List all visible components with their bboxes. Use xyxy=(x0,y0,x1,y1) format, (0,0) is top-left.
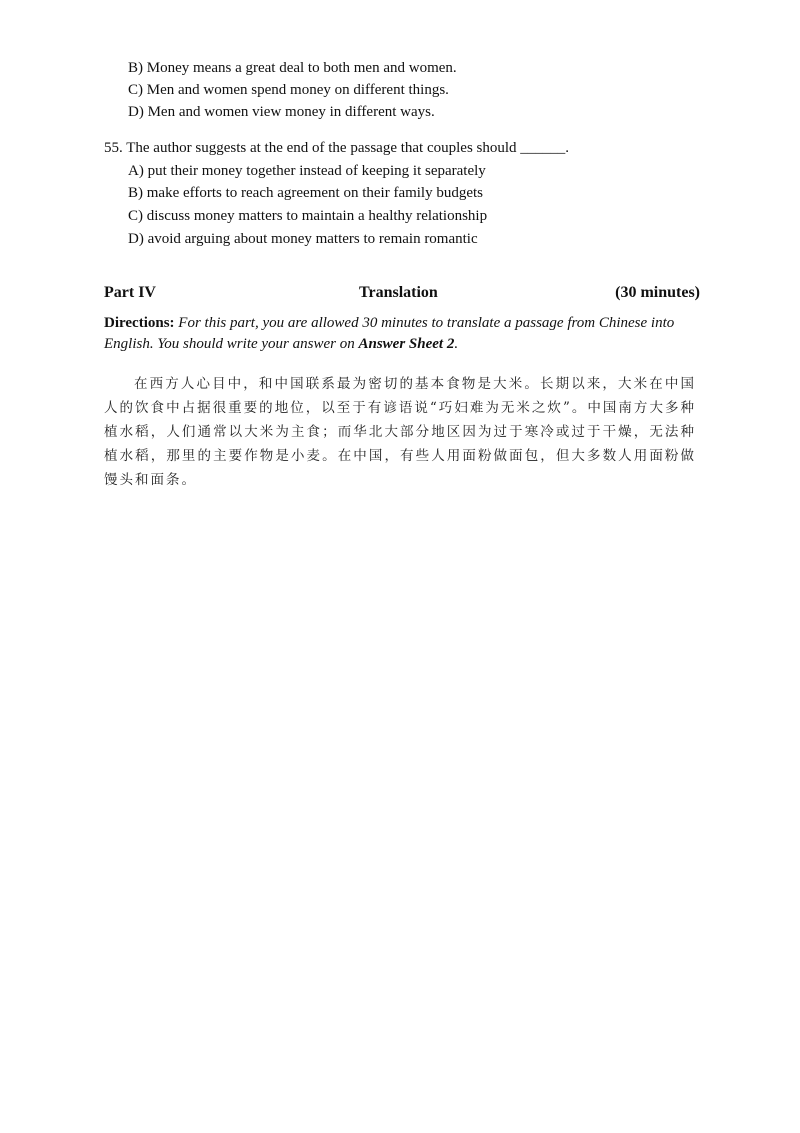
q54-option-c: C) Men and women spend money on different things. xyxy=(128,82,449,98)
q55-stem: 55. The author suggests at the end of the passage that couples should ______. xyxy=(104,140,570,156)
directions-label: Directions: xyxy=(104,315,175,331)
directions xyxy=(104,313,704,355)
q55-option-c: C) discuss money matters to maintain a healthy relationship xyxy=(128,208,488,224)
q54-option-d: D) Men and women view money in different ways. xyxy=(128,104,435,120)
part-time: (30 minutes) xyxy=(615,284,700,301)
part-title: Translation xyxy=(359,284,438,301)
directions-text: For this part, you are allowed 30 minutes to translate a passage from Chinese into English. You should write your answer on xyxy=(104,315,675,352)
q55-option-a: A) put their money together instead of keeping it separately xyxy=(128,163,486,179)
directions-end: . xyxy=(454,336,459,352)
q55-option-d: D) avoid arguing about money matters to remain romantic xyxy=(128,231,478,247)
part-header xyxy=(104,284,700,306)
part-number: Part IV xyxy=(104,284,156,301)
q55-option-b: B) make efforts to reach agreement on their family budgets xyxy=(128,185,484,201)
translation-passage: 在西方人心目中，和中国联系最为密切的基本食物是大米。长期以来，大米在中国人的饮食中占据很重要的地位，以至于有谚语说“巧妇难为无米之炊”。中国南方大多种植水稻，人们通常以大米为主食；而华北大部分地区因为过于寒冷或过于干燥，无法种植水稻，那里的主要作物是小麦。在中国，有些人用面粉做面包，但大多数人用面粉做馒头和面条。 xyxy=(104,376,696,488)
answer-sheet-reference: Answer Sheet 2 xyxy=(358,336,455,352)
q54-option-b: B) Money means a great deal to both men and women. xyxy=(128,60,457,76)
